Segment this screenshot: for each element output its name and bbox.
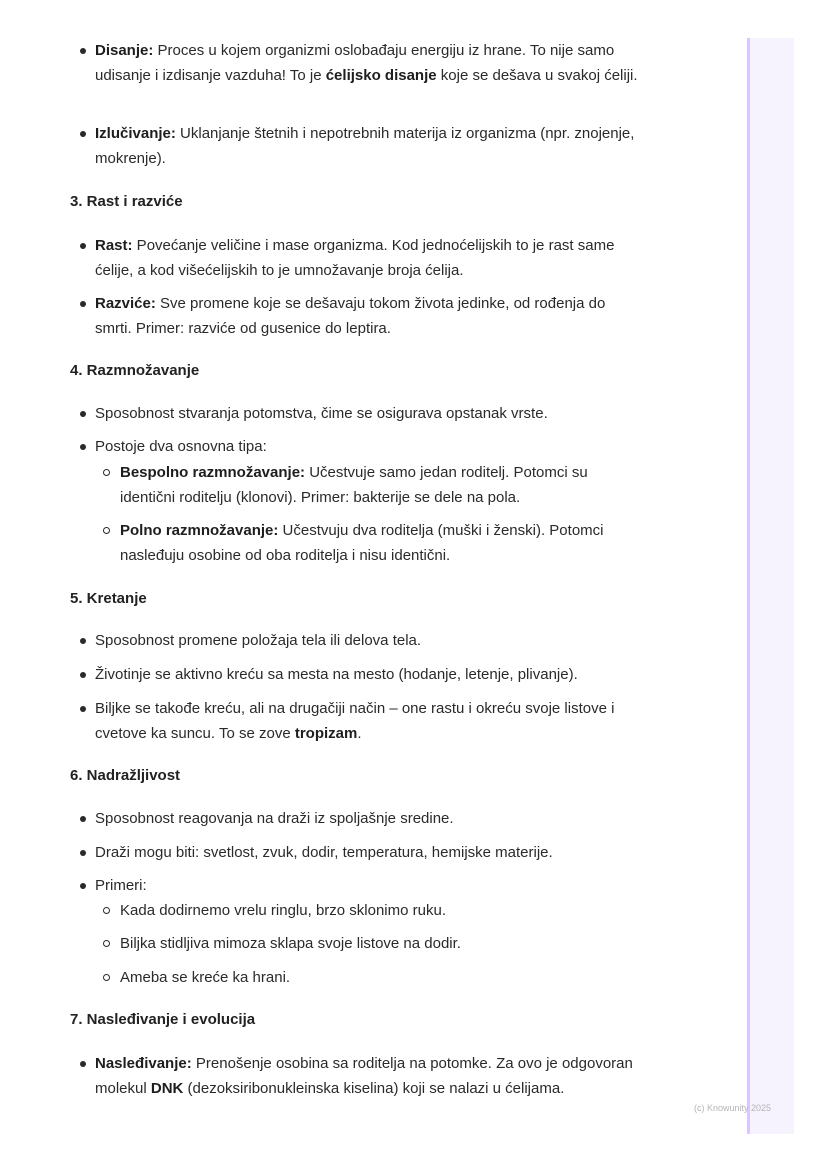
list-item: Postoje dva osnovna tipa: — [95, 434, 640, 459]
side-panel — [747, 38, 794, 1134]
list-item: Primeri: — [95, 873, 640, 898]
sub-list-item: Biljka stidljiva mimoza sklapa svoje listove na dodir. — [120, 931, 640, 956]
list-item: Razviće: Sve promene koje se dešavaju tokom života jedinke, od rođenja do smrti. Primer: razviće od gusenice do leptira. — [95, 291, 640, 341]
sub-list-item: Bespolno razmnožavanje: Učestvuje samo jedan roditelj. Potomci su identični roditelju (klonovi). Primer: bakterije se dele na pola. — [120, 460, 640, 510]
section-heading: 4. Razmnožavanje — [70, 362, 200, 379]
sub-list-item: Kada dodirnemo vrelu ringlu, brzo sklonimo ruku. — [120, 898, 640, 923]
list-item: Draži mogu biti: svetlost, zvuk, dodir, temperatura, hemijske materije. — [95, 840, 640, 865]
sub-list-item: Polno razmnožavanje: Učestvuju dva roditelja (muški i ženski). Potomci nasleđuju osobine od oba roditelja i nisu identični. — [120, 518, 640, 568]
list-item: Rast: Povećanje veličine i mase organizma. Kod jednoćelijskih to je rast same ćelije, a kod višećelijskih to je umnožavanje broja ćelija. — [95, 233, 640, 283]
sub-list-item: Ameba se kreće ka hrani. — [120, 965, 640, 990]
list-item: Disanje: Proces u kojem organizmi oslobađaju energiju iz hrane. To nije samo udisanje i izdisanje vazduha! To je ćelijsko disanje koje se dešava u svakoj ćeliji. — [95, 38, 640, 88]
section-heading: 7. Nasleđivanje i evolucija — [70, 1011, 256, 1028]
list-item: Sposobnost promene položaja tela ili delova tela. — [95, 628, 640, 653]
list-item: Sposobnost stvaranja potomstva, čime se osigurava opstanak vrste. — [95, 401, 640, 426]
watermark: (c) Knowunity 2025 — [694, 1103, 772, 1113]
section-heading: 6. Nadražljivost — [70, 767, 181, 784]
list-item: Biljke se takođe kreću, ali na drugačiji način – one rastu i okreću svoje listove i cvetove ka suncu. To se zove tropizam. — [95, 696, 640, 746]
section-heading: 5. Kretanje — [70, 590, 147, 607]
list-item: Izlučivanje: Uklanjanje štetnih i nepotrebnih materija iz organizma (npr. znojenje, mokrenje). — [95, 121, 640, 171]
list-item: Sposobnost reagovanja na draži iz spoljašnje sredine. — [95, 806, 640, 831]
list-item: Životinje se aktivno kreću sa mesta na mesto (hodanje, letenje, plivanje). — [95, 662, 640, 687]
section-heading: 3. Rast i razviće — [70, 193, 183, 210]
list-item: Nasleđivanje: Prenošenje osobina sa roditelja na potomke. Za ovo je odgovoran molekul DNK (dezoksiribonukleinska kiselina) koji se nalazi u ćelijama. — [95, 1051, 640, 1101]
